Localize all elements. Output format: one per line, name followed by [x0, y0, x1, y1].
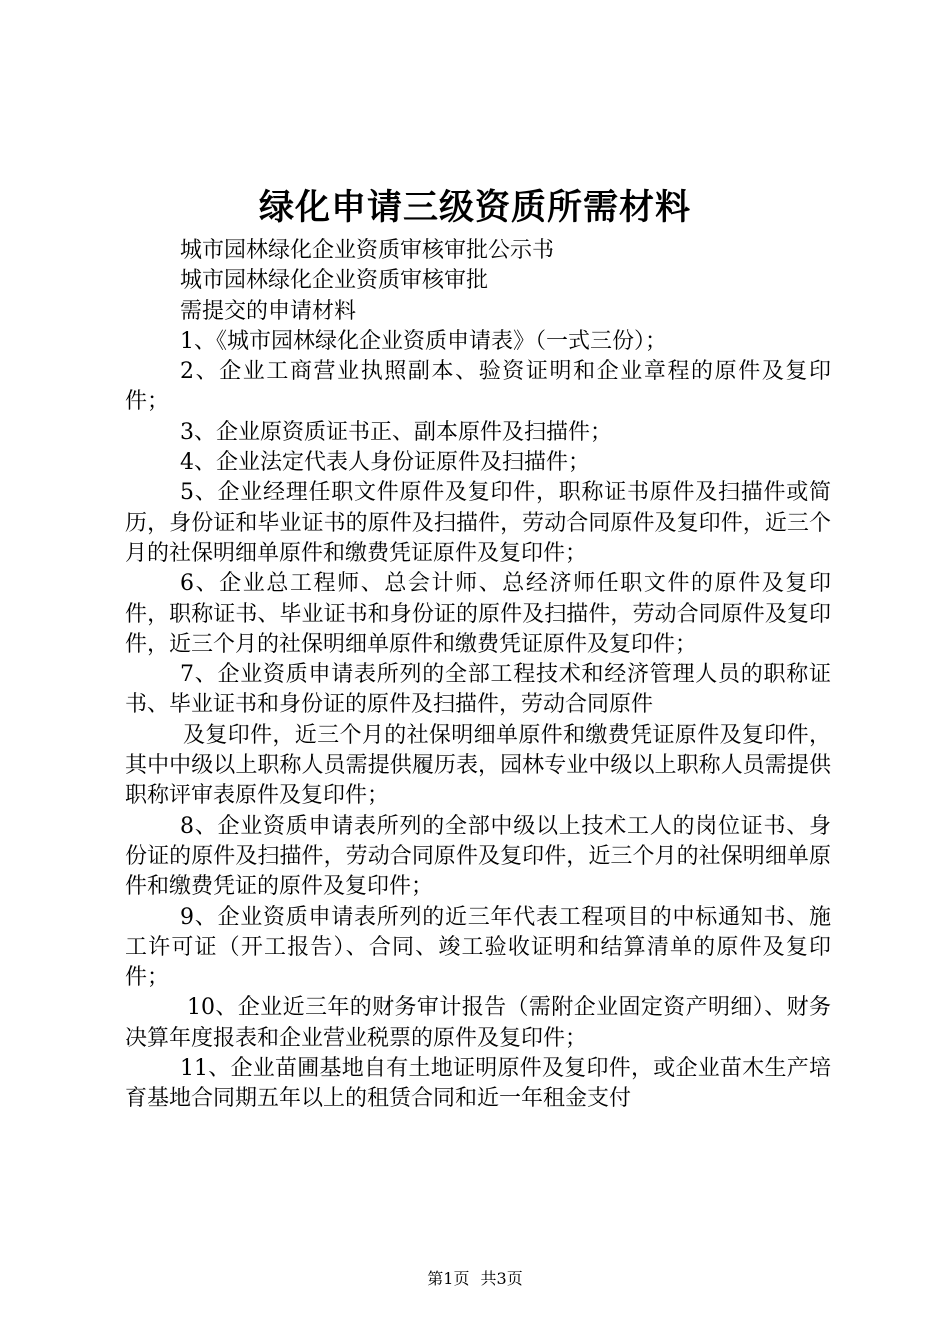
- list-item: 9、企业资质申请表所列的近三年代表工程项目的中标通知书、施工许可证（开工报告）、合同、竣工验收证明和结算清单的原件及复印件；: [125, 904, 831, 991]
- document-title: 绿化申请三级资质所需材料: [258, 188, 691, 228]
- list-item-continuation: 及复印件，近三个月的社保明细单原件和缴费凭证原件及复印件，其中中级以上职称人员需提供履历表，园林专业中级以上职称人员需提供职称评审表原件及复印件；: [125, 722, 831, 809]
- intro-line: 城市园林绿化企业资质审核审批: [180, 268, 489, 294]
- intro-line: 需提交的申请材料: [180, 298, 357, 324]
- list-item: 10、企业近三年的财务审计报告（需附企业固定资产明细）、财务决算年度报表和企业营业税票的原件及复印件；: [125, 995, 831, 1051]
- list-item: 1、《城市园林绿化企业资质申请表》（一式三份）；: [180, 328, 667, 354]
- page-footer: [0, 1268, 950, 1290]
- list-item: 8、企业资质申请表所列的全部中级以上技术工人的岗位证书、身份证的原件及扫描件，劳动合同原件及复印件，近三个月的社保明细单原件和缴费凭证的原件及复印件；: [125, 813, 831, 900]
- page-number-current: 第1页: [427, 1269, 470, 1288]
- list-item: 4、企业法定代表人身份证原件及扫描件；: [180, 450, 590, 476]
- list-item: 5、企业经理任职文件原件及复印件，职称证书原件及扫描件或简历，身份证和毕业证书的原件及扫描件，劳动合同原件及复印件，近三个月的社保明细单原件和缴费凭证原件及复印件；: [125, 480, 831, 566]
- list-item: 6、企业总工程师、总会计师、总经济师任职文件的原件及复印件，职称证书、毕业证书和身份证的原件及扫描件，劳动合同原件及复印件，近三个月的社保明细单原件和缴费凭证原件及复印件；: [125, 571, 831, 657]
- document-body: [125, 236, 831, 1115]
- list-item: 7、企业资质申请表所列的全部工程技术和经济管理人员的职称证书、毕业证书和身份证的原件及扫描件，劳动合同原件: [125, 662, 831, 718]
- list-item: 2、企业工商营业执照副本、验资证明和企业章程的原件及复印件；: [125, 359, 831, 415]
- intro-line: 城市园林绿化企业资质审核审批公示书: [180, 238, 555, 263]
- list-item: 11、企业苗圃基地自有土地证明原件及复印件，或企业苗木生产培育基地合同期五年以上的租赁合同和近一年租金支付: [125, 1056, 831, 1112]
- page-number-total: 共3页: [480, 1269, 523, 1288]
- list-item: 3、企业原资质证书正、副本原件及扫描件；: [180, 419, 612, 445]
